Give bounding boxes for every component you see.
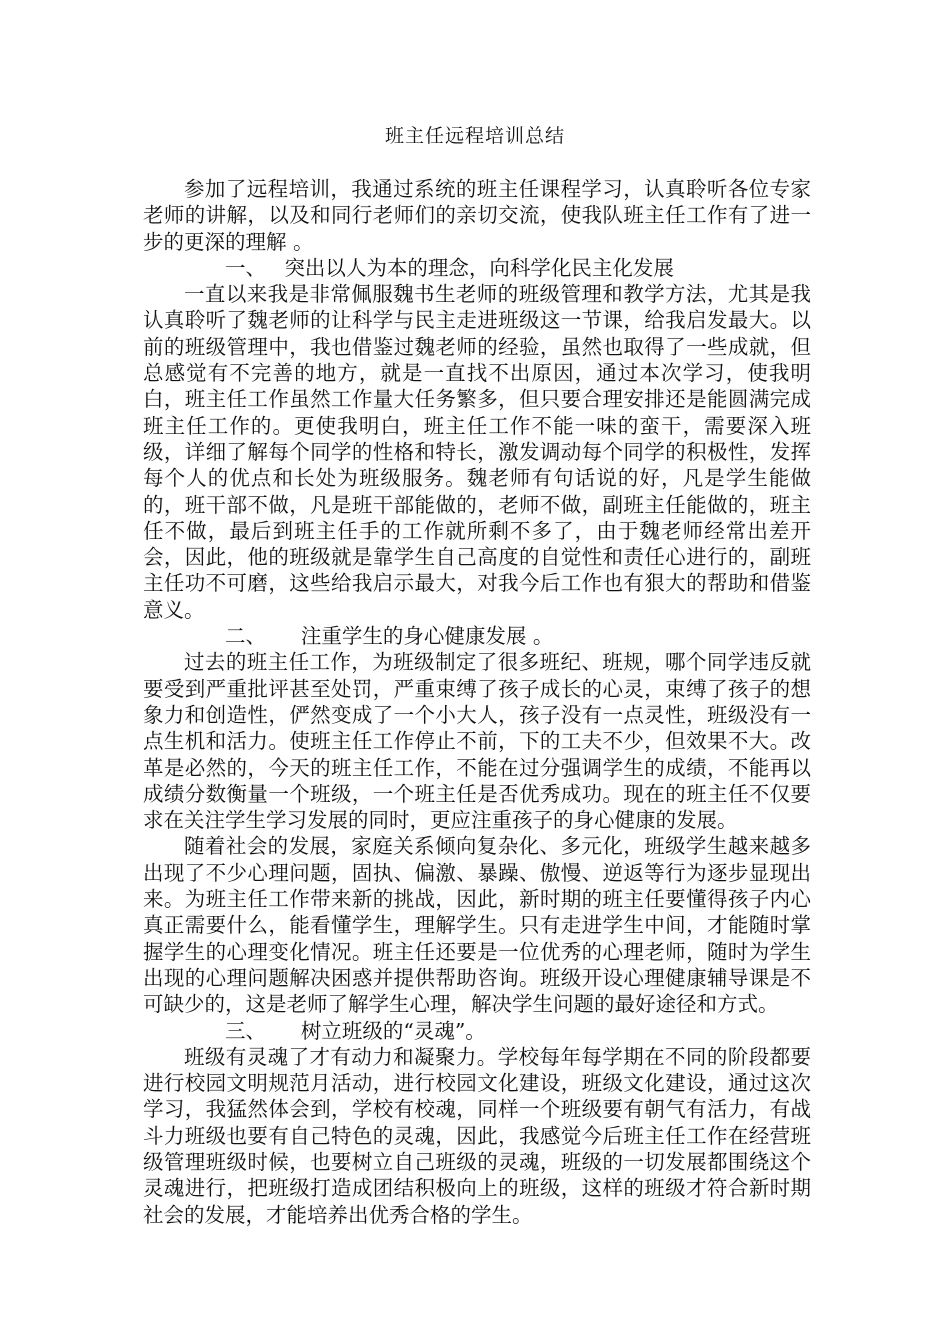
section-number: 三、: [225, 1018, 266, 1043]
section-heading-3: [143, 1018, 811, 1044]
body-paragraph: 一直以来我是非常佩服魏书生老师的班级管理和教学方法，尤其是我认真聆听了魏老师的让科学与民主走进班级这一节课，给我启发最大。以前的班级管理中，我也借鉴过魏老师的经验，虽然也取得了一些成就，但总感觉有不完善的地方，就是一直找不出原因，通过本次学习，使我明白，班主任工作虽然工作量大任务繁多，但只要合理安排还是能圆满完成班主任工作的。更使我明白，班主任工作不能一味的蛮干，需要深入班级，详细了解每个同学的性格和特长，激发调动每个同学的积极性，发挥每个人的优点和长处为班级服务。魏老师有句话说的好，凡是学生能做的，班干部不做，凡是班干部能做的，老师不做，副班主任能做的，班主任不做，最后到班主任手的工作就所剩不多了，由于魏老师经常出差开会，因此，他的班级就是靠学生自己高度的自觉性和责任心进行的，副班主任功不可磨，这些给我启示最大，对我今后工作也有狠大的帮助和借鉴意义。: [143, 282, 811, 622]
section-number: 一、: [225, 255, 266, 280]
section-heading-text: 突出以人为本的理念，向科学化民主化发展: [284, 255, 674, 280]
intro-paragraph: 参加了远程培训，我通过系统的班主任课程学习，认真聆听各位专家老师的讲解，以及和同行老师们的亲切交流，使我队班主任工作有了进一步的更深的理解 。: [143, 177, 811, 254]
body-paragraph: 过去的班主任工作，为班级制定了很多班纪、班规，哪个同学违反就要受到严重批评甚至处罚，严重束缚了孩子成长的心灵，束缚了孩子的想象力和创造性，俨然变成了一个小大人，孩子没有一点灵性，班级没有一点生机和活力。使班主任工作停止不前，下的工夫不少，但效果不大。改革是必然的，今天的班主任工作，不能在过分强调学生的成绩，不能再以成绩分数衡量一个班级，一个班主任是否优秀成功。现在的班主任不仅要求在关注学生学习发展的同时，更应注重孩子的身心健康的发展。: [143, 650, 811, 833]
section-heading-text: 注重学生的身心健康发展 。: [300, 624, 554, 649]
section-heading-text: 树立班级的“灵魂”。: [300, 1018, 486, 1043]
document-body: [143, 176, 811, 1228]
document-title: 班主任远程培训总结: [384, 125, 565, 147]
section-heading-2: [143, 623, 811, 649]
body-paragraph: 随着社会的发展，家庭关系倾向复杂化、多元化，班级学生越来越多出现了不少心理问题，固执、偏激、暴躁、傲慢、逆返等行为逐步显现出来。为班主任工作带来新的挑战，因此，新时期的班主任要懂得孩子内心真正需要什么，能看懂学生，理解学生。只有走进学生中间，才能随时掌握学生的心理变化情况。班主任还要是一位优秀的心理老师，随时为学生出现的心理问题解决困惑并提供帮助咨询。班级开设心理健康辅导课是不可缺少的，这是老师了解学生心理，解决学生问题的最好途径和方式。: [143, 834, 811, 1017]
section-number: 二、: [225, 624, 266, 649]
section-heading-1: [143, 255, 811, 281]
body-paragraph: 班级有灵魂了才有动力和凝聚力。学校每年每学期在不同的阶段都要进行校园文明规范月活动，进行校园文化建设，班级文化建设，通过这次学习，我猛然体会到，学校有校魂，同样一个班级要有朝气有活力，有战斗力班级也要有自己特色的灵魂，因此，我感觉今后班主任工作在经营班级管理班级时候，也要树立自己班级的灵魂，班级的一切发展都围绕这个灵魂进行，把班级打造成团结积极向上的班级，这样的班级才符合新时期社会的发展，才能培养出优秀合格的学生。: [143, 1044, 811, 1227]
